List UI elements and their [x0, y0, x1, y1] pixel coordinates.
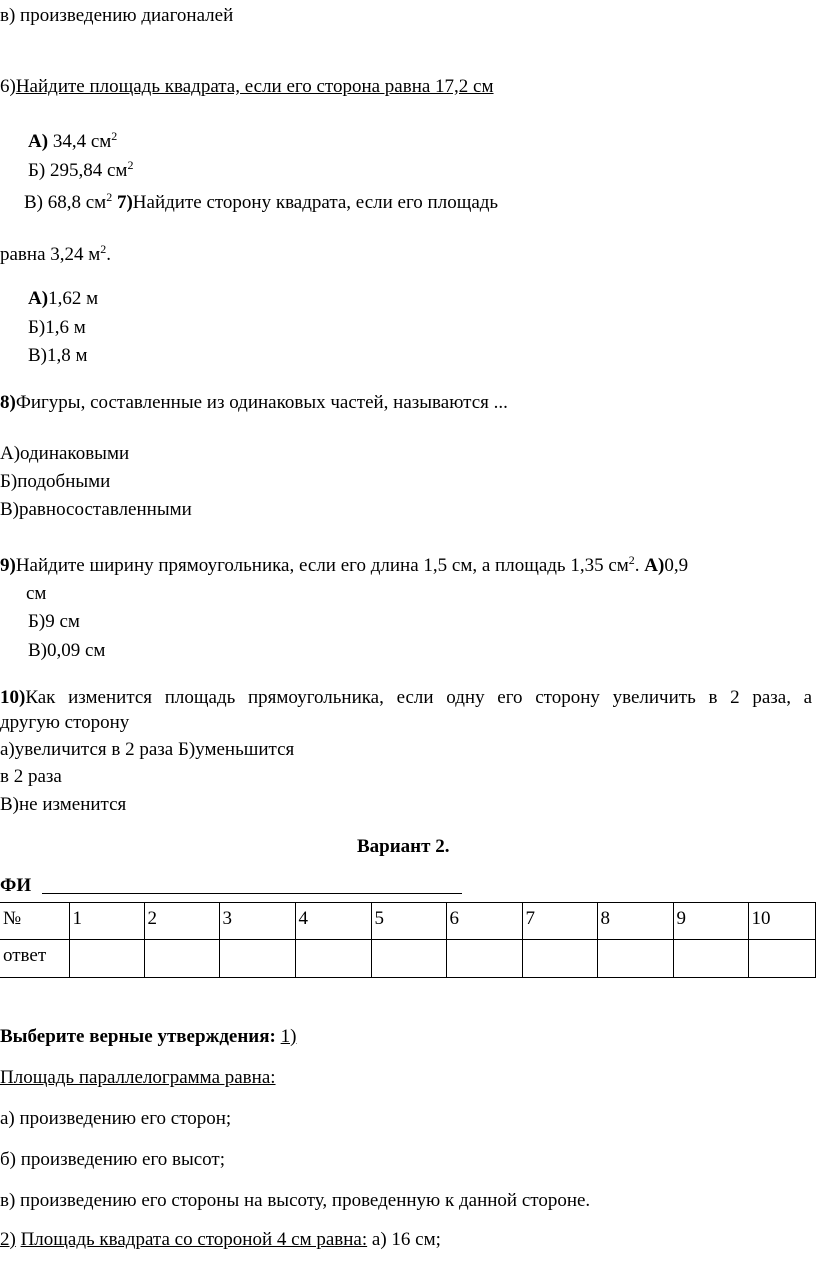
option-a-label: А) [28, 288, 49, 309]
table-header-row [0, 903, 815, 940]
question-7-number: 7) [116, 192, 133, 213]
table-cell: 4 [295, 903, 371, 940]
option-a-label: А) [644, 555, 665, 576]
question-6-option-a [28, 129, 118, 152]
question-9-dot: . [634, 555, 645, 576]
question-10-line-4: в 2 раза [0, 766, 62, 787]
statement-2 [0, 1230, 441, 1249]
prev-option-c: в) произведению диагоналей [0, 5, 234, 26]
question-7-text: Найдите сторону квадрата, если его площадь [132, 192, 499, 213]
question-10-line-2: другую сторону [0, 712, 130, 733]
question-7-option-b: Б)1,6 м [28, 317, 86, 338]
statement-1-option-b: б) произведению его высот; [0, 1149, 226, 1170]
option-c-text: В) 68,8 см [24, 192, 107, 213]
question-9 [0, 553, 689, 576]
question-8-option-b: Б)подобными [0, 471, 111, 492]
question-8-option-c: В)равносоставленными [0, 499, 192, 520]
question-10-word: в [708, 687, 718, 708]
table-cell: № [0, 903, 69, 940]
question-9-text: Найдите ширину прямоугольника, если его длина 1,5 см, а площадь 1,35 см [15, 555, 629, 576]
statement-1-number: 1) [280, 1026, 297, 1047]
table-row-label: ответ [0, 940, 69, 978]
question-10-word: если [396, 687, 434, 708]
fi-label: ФИ [0, 875, 32, 896]
question-6-text: Найдите площадь квадрата, если его сторона равна 17,2 см [15, 76, 494, 97]
question-10-number: 10) [0, 687, 26, 708]
superscript: 2 [106, 190, 113, 204]
question-10-word: а [803, 687, 813, 708]
option-a-text: 1,62 м [48, 288, 99, 309]
question-10-word: одну [446, 687, 485, 708]
statement-2-title: Площадь квадрата со стороной 4 см равна: [20, 1229, 368, 1250]
option-a-text: 34,4 см [48, 131, 112, 152]
option-a-label: А) [28, 131, 49, 152]
table-cell: 9 [673, 903, 748, 940]
option-a-text: 0,9 [664, 555, 689, 576]
statement-2-option-a: а) 16 см; [367, 1229, 441, 1250]
superscript: 2 [100, 242, 107, 256]
answer-cell[interactable] [295, 940, 371, 978]
question-8 [0, 393, 508, 412]
question-7-text-2: равна 3,24 м [0, 244, 101, 265]
table-cell: 2 [144, 903, 219, 940]
superscript: 2 [127, 158, 134, 172]
question-10-word: прямоугольника, [247, 687, 384, 708]
superscript: 2 [111, 129, 118, 143]
statement-1-option-c: в) произведению его стороны на высоту, проведенную к данной стороне. [0, 1190, 591, 1211]
question-8-number: 8) [0, 392, 16, 413]
question-10-word: его [497, 687, 523, 708]
question-6 [0, 77, 494, 96]
variant-title: Вариант 2. [357, 836, 450, 857]
question-10-word: сторону [535, 687, 600, 708]
question-10-word: раза, [752, 687, 791, 708]
question-10-word: 2 [730, 687, 740, 708]
superscript: 2 [628, 553, 635, 567]
answer-cell[interactable] [748, 940, 815, 978]
statement-1-title: Площадь параллелограмма равна: [0, 1067, 276, 1088]
table-cell: 10 [748, 903, 815, 940]
question-10-options-line: а)увеличится в 2 раза Б)уменьшится [0, 739, 295, 760]
question-10-word: площадь [164, 687, 236, 708]
question-8-option-a: А)одинаковыми [0, 443, 130, 464]
question-6-number: 6) [0, 76, 16, 97]
question-9-option-b: Б)9 см [28, 611, 80, 632]
question-7-line-2 [0, 242, 112, 265]
fi-underline[interactable] [42, 893, 462, 894]
question-9-number: 9) [0, 555, 16, 576]
question-6-option-c-and-question-7 [24, 190, 499, 213]
question-10-word: Как [25, 687, 56, 708]
answer-cell[interactable] [144, 940, 219, 978]
table-cell: 6 [446, 903, 522, 940]
choose-heading [0, 1027, 296, 1046]
question-7-end: . [106, 244, 112, 265]
statement-1-option-a: а) произведению его сторон; [0, 1108, 232, 1129]
choose-label: Выберите верные утверждения: [0, 1026, 276, 1047]
question-8-text: Фигуры, составленные из одинаковых частей, называются ... [15, 392, 508, 413]
question-10-line-1 [0, 688, 812, 707]
option-b-text: Б) 295,84 см [28, 160, 128, 181]
answer-cell[interactable] [597, 940, 673, 978]
question-9-option-a-unit: см [26, 583, 47, 604]
table-answer-row [0, 940, 815, 978]
answer-cell[interactable] [371, 940, 446, 978]
answer-table [0, 902, 816, 978]
question-7-option-a [28, 289, 98, 308]
answer-cell[interactable] [673, 940, 748, 978]
table-cell: 8 [597, 903, 673, 940]
answer-cell[interactable] [219, 940, 295, 978]
question-10-word: увеличить [612, 687, 696, 708]
statement-2-number: 2) [0, 1229, 16, 1250]
answer-cell[interactable] [446, 940, 522, 978]
question-7-option-c: В)1,8 м [28, 345, 88, 366]
answer-cell[interactable] [522, 940, 597, 978]
table-cell: 7 [522, 903, 597, 940]
table-cell: 5 [371, 903, 446, 940]
question-6-option-b [28, 158, 134, 181]
question-10-option-c: В)не изменится [0, 794, 127, 815]
question-9-option-c: В)0,09 см [28, 640, 106, 661]
question-10-word: изменится [68, 687, 153, 708]
table-cell: 3 [219, 903, 295, 940]
table-cell: 1 [69, 903, 144, 940]
answer-cell[interactable] [69, 940, 144, 978]
